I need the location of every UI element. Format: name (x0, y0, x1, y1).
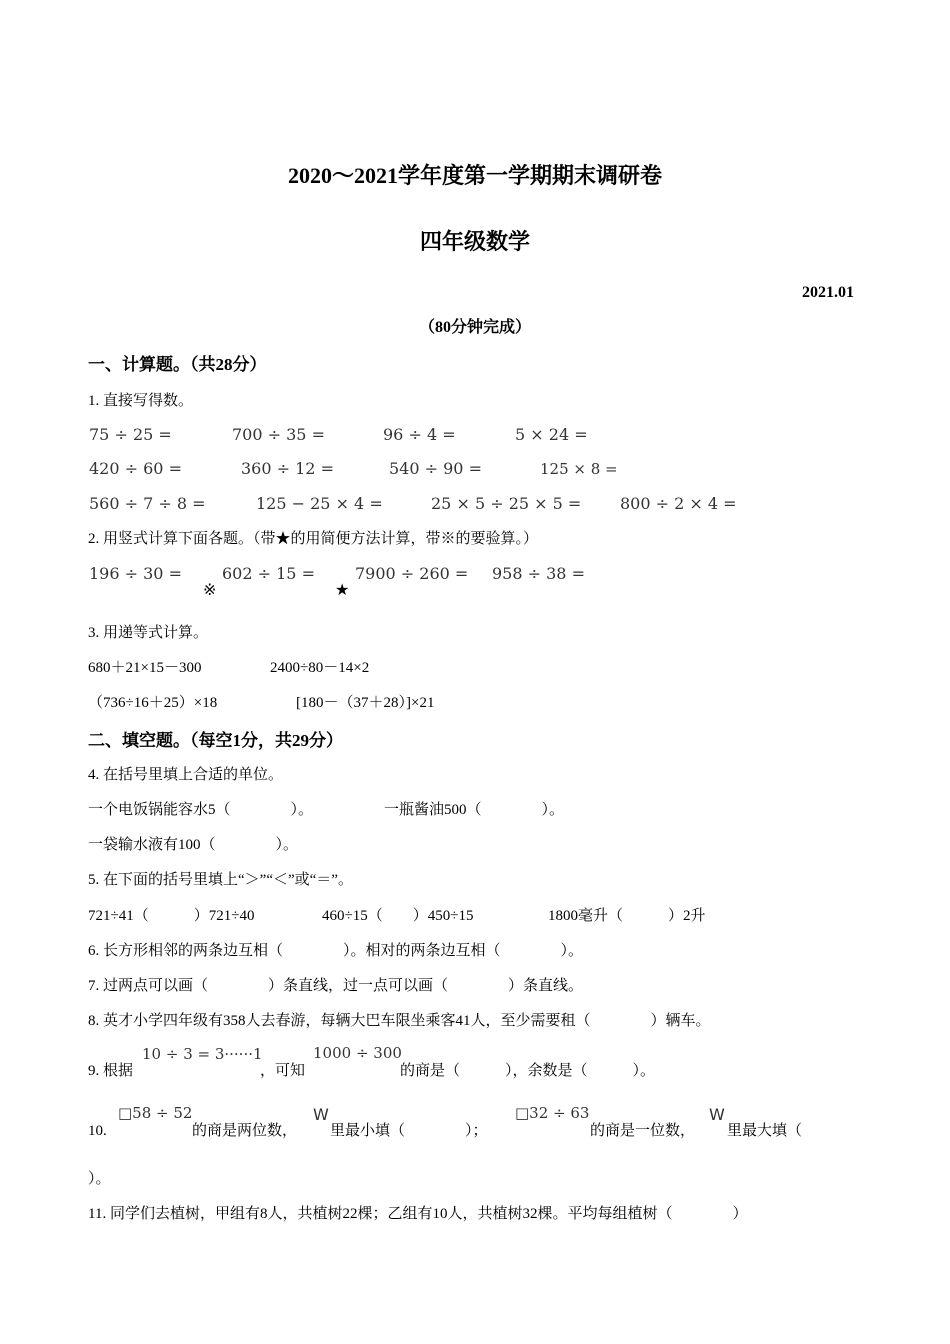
page-subtitle: 四年级数学 (419, 229, 530, 254)
q5-item: 1800毫升（ ）2升 (548, 908, 706, 924)
exam-date: 2021.01 (802, 284, 854, 301)
q9-label: 9. 根据 (88, 1063, 134, 1079)
q2-item: 7900 ÷ 260 = (355, 564, 469, 583)
q10-label: 10. (88, 1123, 107, 1139)
q5-prompt: 5. 在下面的括号里填上“＞”“＜”或“＝”。 (88, 872, 353, 888)
q1-item: 360 ÷ 12 = (241, 459, 334, 478)
q1-item: 5 × 24 = (515, 425, 588, 444)
q7-text: 7. 过两点可以画（ ）条直线，过一点可以画（ ）条直线。 (88, 978, 584, 994)
q8-text: 8. 英才小学四年级有358人去春游，每辆大巴车限坐乘客41人，至少需要租（ ）辆车。 (88, 1013, 711, 1029)
q1-item: 125 × 8 = (540, 460, 618, 478)
q10-symbol: W (313, 1105, 329, 1124)
q3-item: 2400÷80－14×2 (270, 660, 370, 676)
exam-duration: （80分钟完成） (418, 319, 531, 336)
q2-prompt: 2. 用竖式计算下面各题。（带★的用简便方法计算，带※的要验算。） (88, 531, 539, 547)
q3-item: 680＋21×15－300 (88, 660, 202, 676)
section2-heading: 二、填空题。（每空1分，共29分） (88, 731, 343, 750)
q10-text: 的商是两位数， (192, 1123, 298, 1139)
q9-text: ，可知 (260, 1063, 306, 1079)
q2-item: 958 ÷ 38 = (492, 564, 585, 583)
q2-item: 196 ÷ 30 = (89, 564, 182, 583)
q1-item: 700 ÷ 35 = (232, 425, 325, 444)
q10-text: 里最小填（ ）； (330, 1123, 488, 1139)
q1-item: 75 ÷ 25 = (89, 425, 172, 444)
q3-item: [180－（37＋28）]×21 (296, 695, 435, 711)
q3-prompt: 3. 用递等式计算。 (88, 625, 209, 641)
q10-text: 的商是一位数， (590, 1123, 696, 1139)
q1-item: 560 ÷ 7 ÷ 8 = (89, 494, 206, 513)
q10-expression: □32 ÷ 63 (515, 1104, 590, 1122)
q1-prompt: 1. 直接写得数。 (88, 393, 194, 409)
page-title: 2020～2021学年度第一学期期末调研卷 (287, 163, 662, 188)
q1-item: 25 × 5 ÷ 25 × 5 = (431, 494, 582, 513)
q9-expression: 1000 ÷ 300 (313, 1044, 402, 1062)
q5-item: 460÷15（ ）450÷15 (322, 908, 474, 924)
q1-item: 420 ÷ 60 = (89, 459, 182, 478)
q9-text: 的商是（ ），余数是（ ）。 (400, 1063, 656, 1079)
section1-heading: 一、计算题。（共28分） (88, 355, 267, 374)
q4-line: 一瓶酱油500（ ）。 (384, 802, 565, 818)
check-mark-symbol: ※ (203, 582, 217, 599)
q11-text: 11. 同学们去植树，甲组有8人，共植树22棵；乙组有10人，共植树32棵。平均每组植树（ ） (88, 1206, 748, 1222)
q4-line: 一个电饭锅能容水5（ ）。 (88, 802, 314, 818)
q2-item: 602 ÷ 15 = (222, 564, 315, 583)
q4-line: 一袋输水液有100（ ）。 (88, 837, 299, 853)
q10-end: ）。 (88, 1171, 111, 1187)
q6-text: 6. 长方形相邻的两条边互相（ ）。相对的两条边互相（ ）。 (88, 943, 584, 959)
q10-expression: □58 ÷ 52 (118, 1104, 193, 1122)
q1-item: 540 ÷ 90 = (389, 459, 482, 478)
q1-item: 125 − 25 × 4 = (256, 494, 383, 513)
q10-symbol: W (709, 1105, 725, 1124)
q1-item: 800 ÷ 2 × 4 = (620, 494, 737, 513)
q5-item: 721÷41（ ）721÷40 (88, 908, 255, 924)
q1-item: 96 ÷ 4 = (383, 425, 456, 444)
q9-equation: 10 ÷ 3 = 3······1 (142, 1045, 263, 1063)
q4-prompt: 4. 在括号里填上合适的单位。 (88, 767, 284, 783)
q3-item: （736÷16＋25）×18 (88, 695, 218, 711)
star-symbol: ★ (335, 582, 350, 599)
q10-text: 里最大填（ (727, 1123, 803, 1139)
